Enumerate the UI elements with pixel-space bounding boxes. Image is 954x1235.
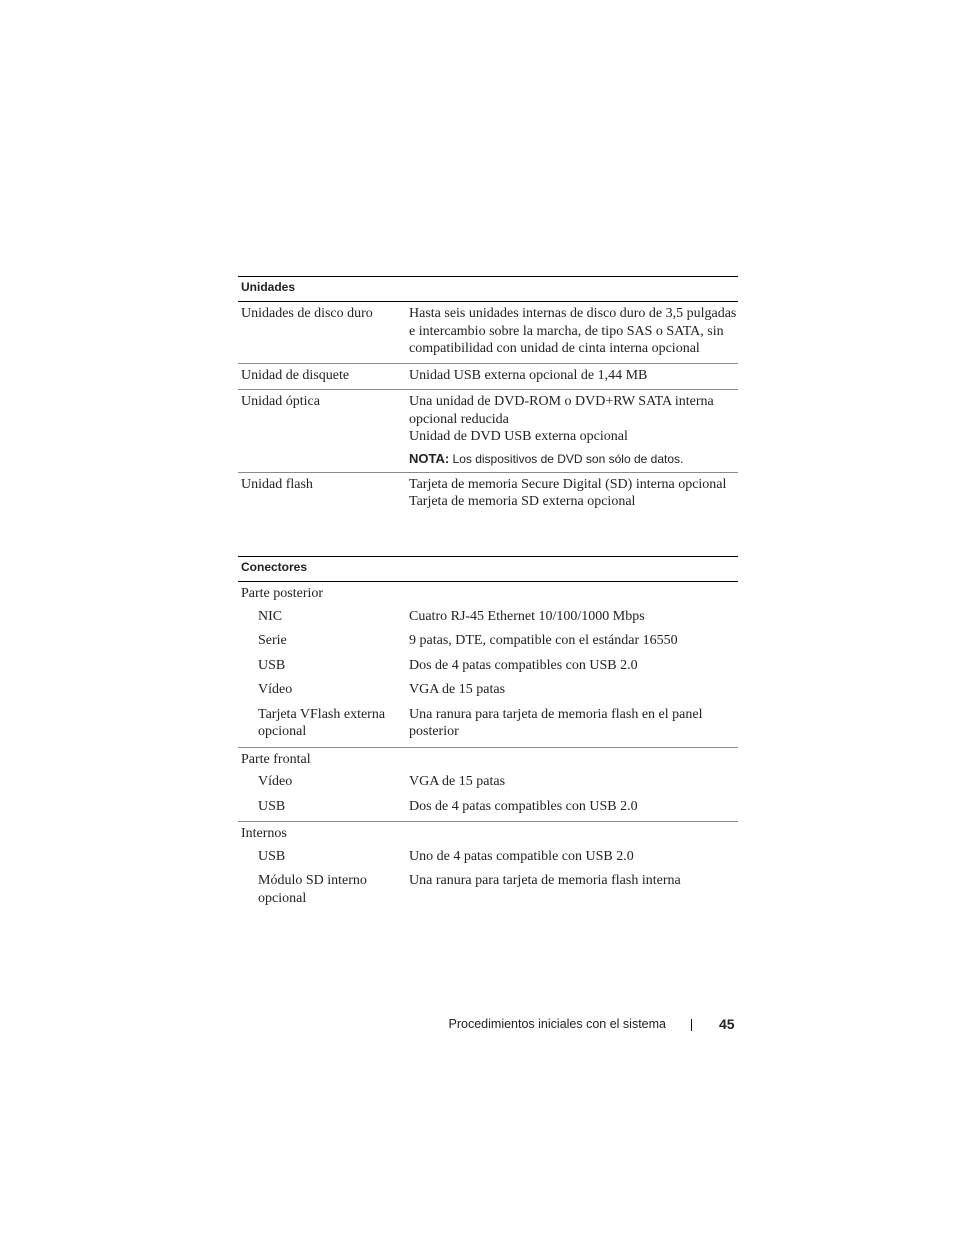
drives-heading: Unidades xyxy=(238,276,738,302)
connectors-table xyxy=(238,556,738,913)
table-row xyxy=(238,845,738,870)
row-value: Uno de 4 patas compatible con USB 2.0 xyxy=(409,848,634,864)
row-value: Cuatro RJ-45 Ethernet 10/100/1000 Mbps xyxy=(409,608,645,624)
row-value-group xyxy=(409,476,738,511)
note xyxy=(409,451,738,467)
table-row xyxy=(238,629,738,654)
row-value: VGA de 15 patas xyxy=(409,774,506,789)
row-value: Unidad de DVD USB externa opcional xyxy=(409,429,628,444)
row-value: Unidad USB externa opcional de 1,44 MB xyxy=(409,367,648,383)
group-label: Internos xyxy=(241,826,287,841)
row-value: 9 patas, DTE, compatible con el estándar 16550 xyxy=(409,633,678,648)
group-label: Parte frontal xyxy=(241,751,311,767)
table-row xyxy=(238,703,738,745)
group-label: Parte posterior xyxy=(241,586,324,601)
connector-group xyxy=(238,582,738,748)
table-row xyxy=(238,654,738,679)
row-value: Tarjeta de memoria Secure Digital (SD) interna opcional xyxy=(409,476,727,492)
table-row xyxy=(238,605,738,630)
row-label: Vídeo xyxy=(258,774,293,789)
row-value: Tarjeta de memoria SD externa opcional xyxy=(409,494,636,509)
row-value-group xyxy=(409,393,738,467)
drives-table xyxy=(238,276,738,516)
row-value: Dos de 4 patas compatibles con USB 2.0 xyxy=(409,798,638,814)
row-label: Vídeo xyxy=(258,682,293,697)
row-value: Una ranura para tarjeta de memoria flash interna xyxy=(409,873,681,888)
page-footer xyxy=(0,1015,954,1035)
row-label: Serie xyxy=(258,633,287,648)
footer-divider xyxy=(691,1019,692,1031)
note-label: NOTA: xyxy=(409,450,450,466)
row-label: Unidades de disco duro xyxy=(241,306,373,321)
row-label: Unidad de disquete xyxy=(241,367,350,383)
page-number: 45 xyxy=(719,1016,735,1032)
row-label: USB xyxy=(258,848,286,864)
row-label: USB xyxy=(258,657,286,673)
footer-title: Procedimientos iniciales con el sistema xyxy=(448,1017,666,1031)
row-value: Hasta seis unidades internas de disco duro de 3,5 pulgadas e intercambio sobre la marcha, de tipo SAS o SATA, sin compatibilidad con unidad de cinta interna opcional xyxy=(409,306,737,356)
table-row xyxy=(238,390,738,473)
table-row xyxy=(238,770,738,795)
row-label: Unidad flash xyxy=(241,476,313,492)
table-row xyxy=(238,364,738,391)
table-row xyxy=(238,678,738,703)
table-row xyxy=(238,869,738,911)
table-row xyxy=(238,795,738,820)
row-value: Dos de 4 patas compatibles con USB 2.0 xyxy=(409,657,638,673)
connectors-heading: Conectores xyxy=(238,556,738,582)
table-row xyxy=(238,302,738,364)
row-label: Tarjeta VFlash externa opcional xyxy=(258,706,386,739)
row-label: Módulo SD interno opcional xyxy=(258,873,367,906)
connector-group xyxy=(238,748,738,823)
row-label: Unidad óptica xyxy=(241,394,320,409)
row-value: VGA de 15 patas xyxy=(409,682,506,697)
connector-group xyxy=(238,822,738,913)
note-text: Los dispositivos de DVD son sólo de datos. xyxy=(449,451,684,466)
row-label: NIC xyxy=(258,608,283,624)
row-label: USB xyxy=(258,798,286,814)
row-value: Una unidad de DVD-ROM o DVD+RW SATA interna opcional reducida xyxy=(409,394,714,427)
table-row xyxy=(238,473,738,516)
row-value: Una ranura para tarjeta de memoria flash en el panel posterior xyxy=(409,706,703,739)
